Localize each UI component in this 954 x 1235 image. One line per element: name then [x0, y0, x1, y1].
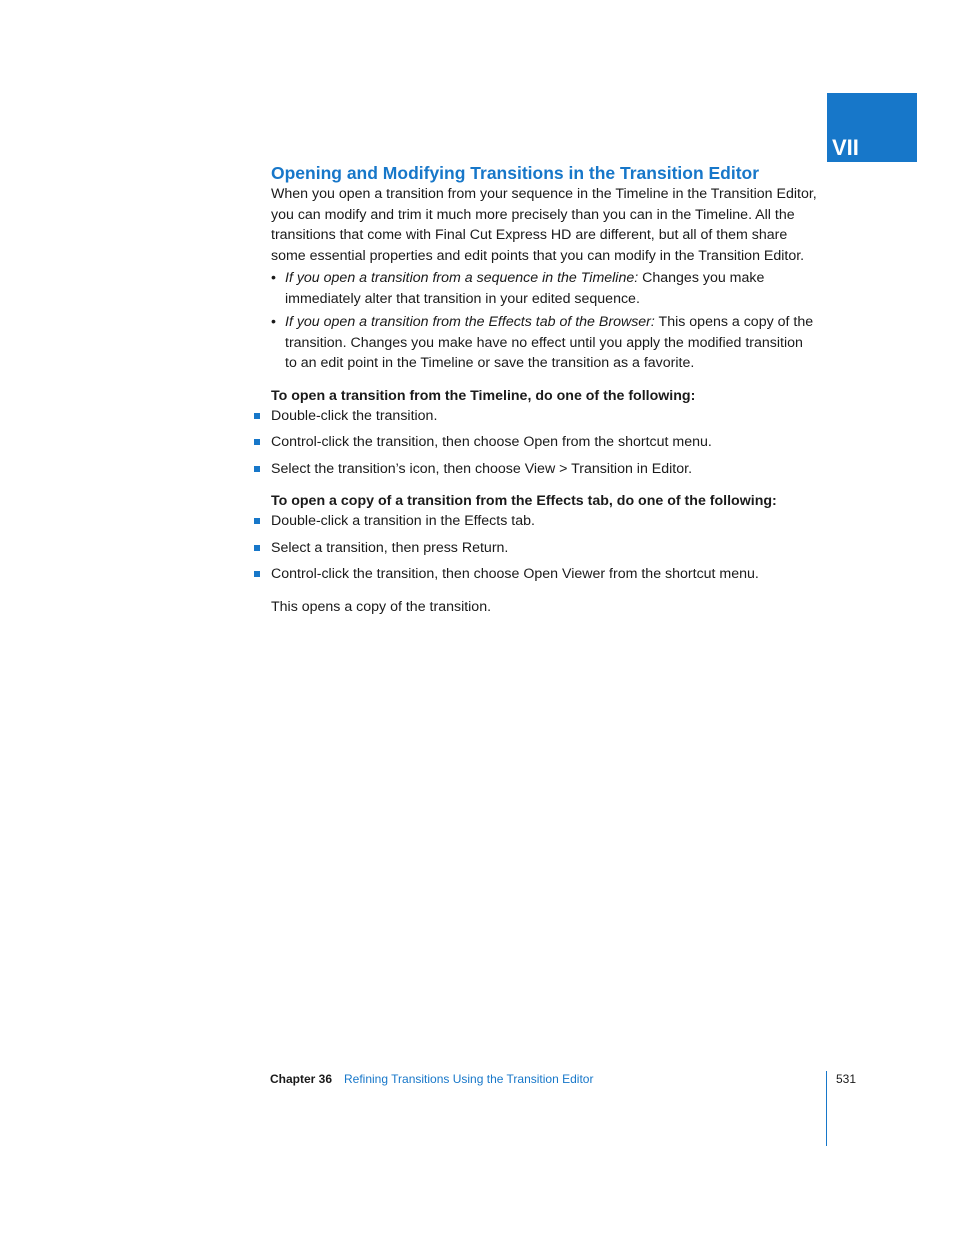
- step-item: [271, 459, 831, 479]
- intro-line: transitions that come with Final Cut Express HD are different, but all of them share: [271, 227, 788, 243]
- square-bullet-icon: [254, 571, 260, 577]
- square-bullet-icon: [254, 439, 260, 445]
- square-bullet-icon: [254, 545, 260, 551]
- step-text: Select the transition’s icon, then choose View > Transition in Editor.: [271, 460, 693, 477]
- footer-divider: [826, 1071, 827, 1146]
- step-item: [271, 564, 831, 584]
- item-text: Changes you make: [638, 270, 765, 286]
- task-steps: [271, 406, 831, 479]
- item-term: If you open a transition from a sequence in the Timeline:: [285, 270, 639, 286]
- intro-paragraph: [271, 184, 831, 266]
- item-text: This opens a copy of the: [654, 314, 814, 330]
- step-item: [271, 406, 831, 426]
- step-text: Double-click the transition.: [271, 407, 438, 424]
- square-bullet-icon: [254, 466, 260, 472]
- part-tab-label: VII: [832, 135, 859, 160]
- task-result: This opens a copy of the transition.: [271, 598, 492, 615]
- footer-chapter-title: Refining Transitions Using the Transition Editor: [344, 1072, 594, 1086]
- section-heading: Opening and Modifying Transitions in the Transition Editor: [271, 163, 760, 183]
- step-text: Control-click the transition, then choose Open Viewer from the shortcut menu.: [271, 566, 759, 582]
- square-bullet-icon: [254, 518, 260, 524]
- footer-chapter-label: Chapter 36: [270, 1072, 333, 1086]
- part-tab: [827, 93, 917, 162]
- step-item: [271, 511, 831, 531]
- mode-list: [271, 268, 831, 374]
- task-heading: To open a copy of a transition from the Effects tab, do one of the following:: [271, 493, 777, 509]
- step-item: [271, 432, 831, 452]
- list-item: [271, 268, 831, 309]
- intro-line: some essential properties and edit points that you can modify in the Transition Editor.: [271, 247, 805, 264]
- item-text: to an edit point in the Timeline or save the transition as a favorite.: [285, 355, 695, 371]
- bullet-icon: •: [271, 270, 276, 286]
- item-text: immediately alter that transition in your edited sequence.: [285, 290, 640, 307]
- step-text: Double-click a transition in the Effects tab.: [271, 513, 535, 529]
- square-bullet-icon: [254, 413, 260, 419]
- task-steps: [271, 511, 831, 584]
- item-text: transition. Changes you make have no effect until you apply the modified transition: [285, 334, 803, 351]
- list-item: [271, 312, 831, 374]
- task-heading: To open a transition from the Timeline, do one of the following:: [271, 387, 696, 404]
- intro-line: When you open a transition from your sequence in the Timeline in the Transition Editor,: [271, 186, 817, 202]
- item-term: If you open a transition from the Effects tab of the Browser:: [285, 314, 655, 330]
- page-number: 531: [836, 1072, 857, 1086]
- intro-line: you can modify and trim it much more precisely than you can in the Timeline. All the: [271, 206, 795, 223]
- step-item: [271, 538, 831, 558]
- step-text: Control-click the transition, then choose Open from the shortcut menu.: [271, 434, 712, 450]
- bullet-icon: •: [271, 314, 276, 330]
- main-content: [271, 162, 831, 617]
- step-text: Select a transition, then press Return.: [271, 539, 509, 556]
